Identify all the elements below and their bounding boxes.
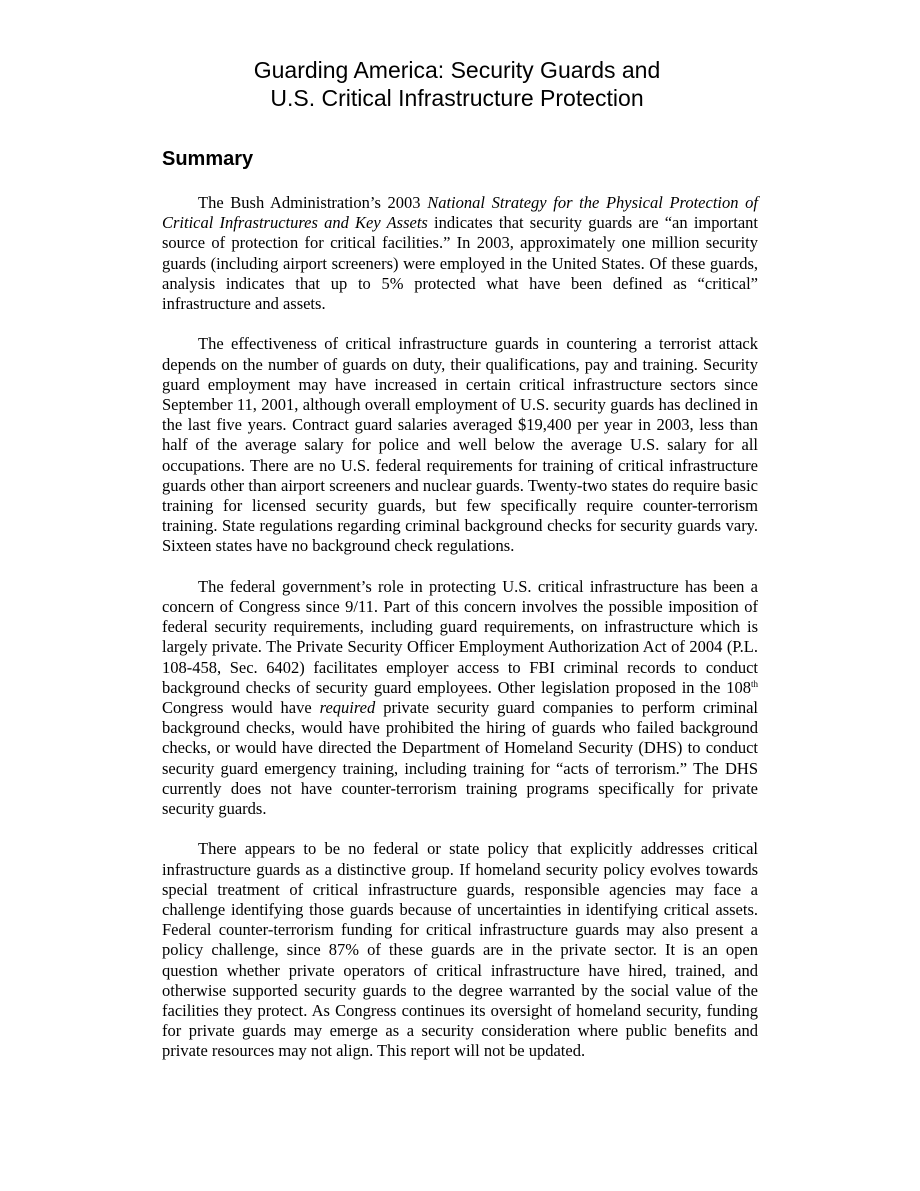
- summary-body: [162, 193, 758, 1082]
- paragraph-3-text-d: private security guard companies to perform criminal background checks, would have prohibited the hiring of guards who failed background checks, or would have directed the Department of Homeland Security (DHS) to conduct security guard emergency training, including training for “acts of terrorism.” The DHS currently does not have counter-terrorism training programs specifically for private security guards.: [162, 698, 758, 819]
- emphasis-required: required: [319, 698, 376, 718]
- paragraph-3-text-b: Congress would have: [162, 698, 320, 718]
- paragraph-1: [162, 193, 758, 314]
- paragraph-1-text-c: indicates that security guards are “an important source of protection for critical facilities.” In 2003, approximately one million security guards (including airport screeners) were employed in the United States. Of these guards, analysis indicates that up to 5% protected what have been defined as “critical” infrastructure and assets.: [162, 213, 758, 314]
- paragraph-3-text-a: The federal government’s role in protecting U.S. critical infrastructure has been a concern of Congress since 9/11. Part of this concern involves the possible imposition of federal security requirements, including guard requirements, on infrastructure which is largely private. The Private Security Officer Employment Authorization Act of 2004 (P.L. 108-458, Sec. 6402) facilitates employer access to FBI criminal records to conduct background checks of security guard employees. Other legislation proposed in the 108: [162, 576, 758, 697]
- paragraph-2: The effectiveness of critical infrastructure guards in countering a terrorist attack depends on the number of guards on duty, their qualifications, pay and training. Security guard employment may have increased in certain critical infrastructure sectors since September 11, 2001, although overall employment of U.S. security guards has declined in the last five years. Contract guard salaries averaged $19,400 per year in 2003, less than half of the average salary for police and well below the average U.S. salary for all occupations. There are no U.S. federal requirements for training of critical infrastructure guards other than airport screeners and nuclear guards. Twenty-two states do require basic training for licensed security guards, but few specifically require counter-terrorism training. State regulations regarding criminal background checks for security guards vary. Sixteen states have no background check regulations.: [162, 334, 758, 556]
- ordinal-suffix: th: [750, 678, 758, 689]
- title-line-2: U.S. Critical Infrastructure Protection: [270, 85, 644, 111]
- section-heading: Summary: [162, 148, 254, 170]
- paragraph-3: [162, 577, 758, 819]
- title-line-1: Guarding America: Security Guards and: [253, 57, 661, 83]
- document-title: [0, 56, 914, 112]
- paragraph-1-text-a: The Bush Administration’s 2003: [198, 193, 428, 212]
- strategy-title: National Strategy for the Physical Protection of Critical Infrastructures and Key Assets: [162, 193, 758, 233]
- paragraph-4: There appears to be no federal or state policy that explicitly addresses critical infrastructure guards as a distinctive group. If homeland security policy evolves towards special treatment of critical infrastructure guards, responsible agencies may face a challenge identifying those guards because of uncertainties in identifying critical assets. Federal counter-terrorism funding for critical infrastructure guards may also present a policy challenge, since 87% of these guards are in the private sector. It is an open question whether private operators of critical infrastructure have hired, trained, and otherwise supported security guards to the degree warranted by the social value of the facilities they protect. As Congress continues its oversight of homeland security, funding for private guards may emerge as a security consideration where public benefits and private resources may not align. This report will not be updated.: [162, 839, 758, 1061]
